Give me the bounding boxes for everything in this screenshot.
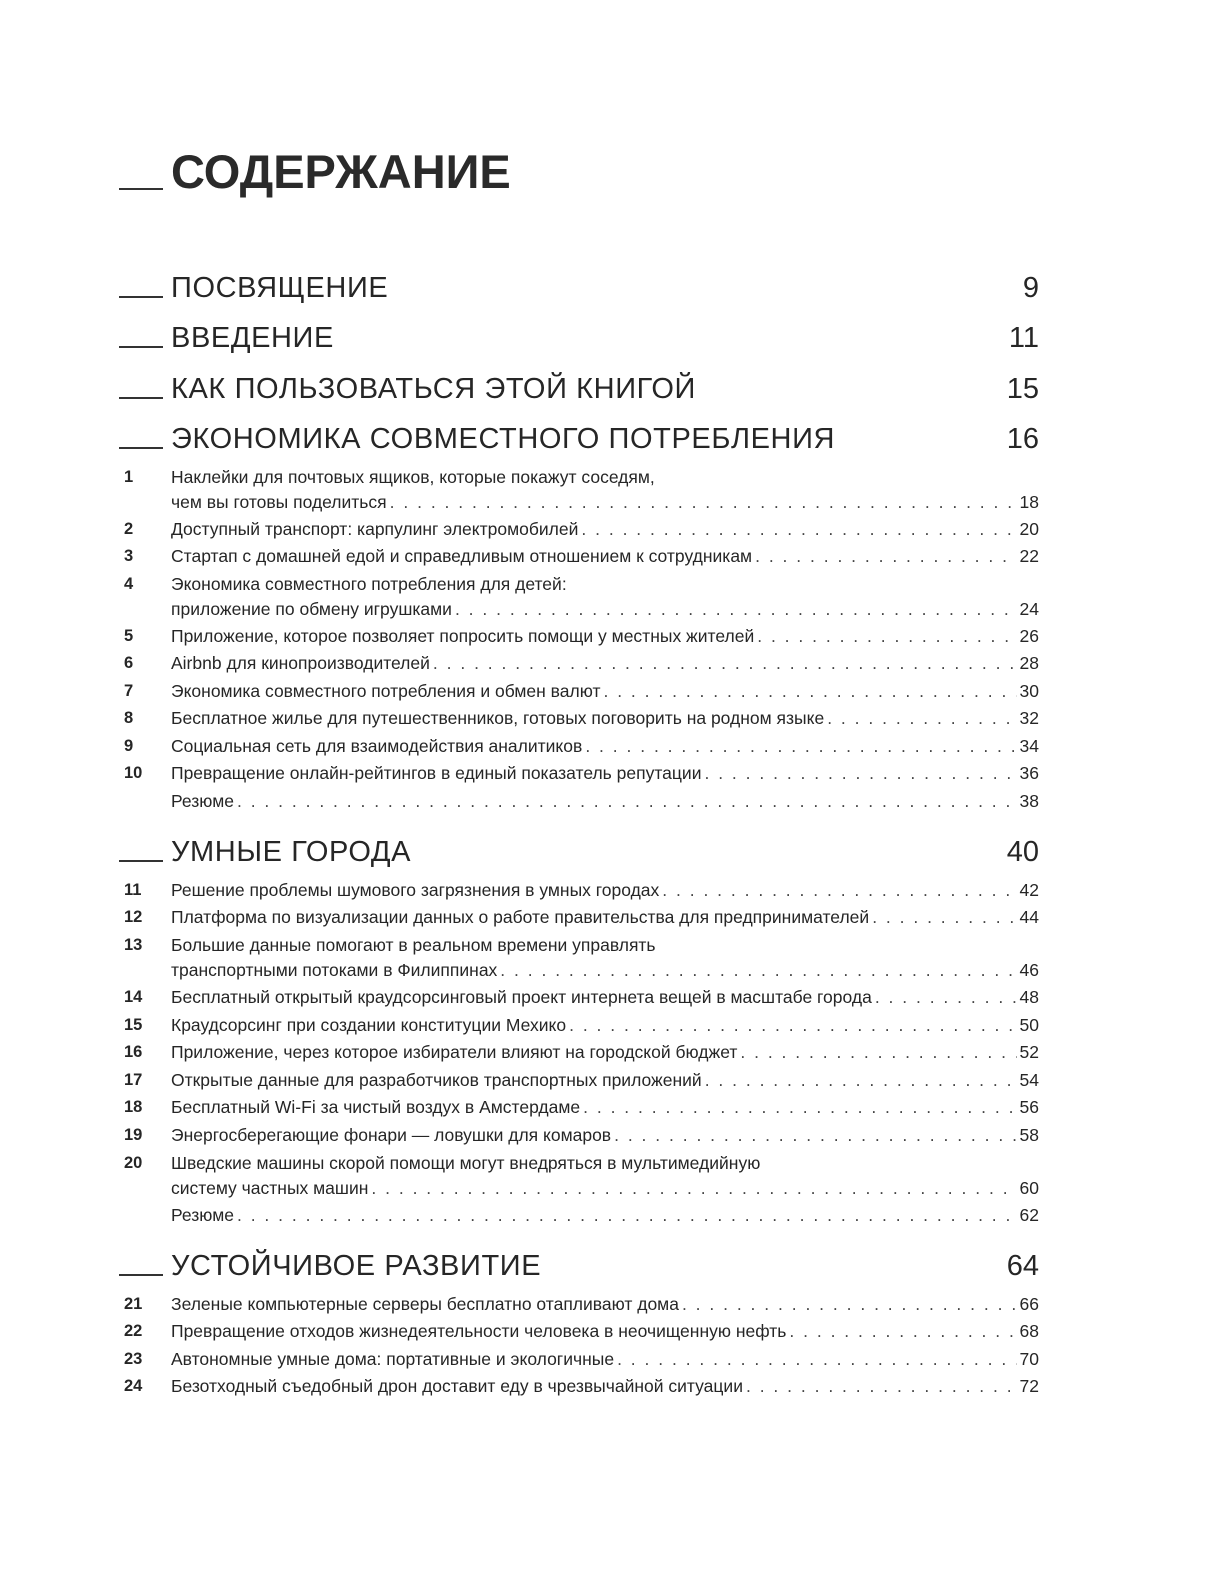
entry-title: Стартап с домашней едой и справедливым отношением к сотрудникам	[171, 546, 753, 566]
entry-title: Автономные умные дома: портативные и экологичные	[171, 1349, 615, 1369]
entry-number: 16	[124, 1043, 143, 1061]
entry-title-line1: Шведские машины скорой помощи могут внедряться в мультимедийную	[171, 1153, 761, 1173]
entry-number: 4	[124, 575, 134, 593]
toc-entry[interactable]	[119, 761, 1039, 786]
entry-title: Airbnb для кинопроизводителей	[171, 653, 430, 673]
entry-page: 70	[1019, 1349, 1039, 1369]
dot-leader	[704, 761, 1016, 786]
toc-entry[interactable]	[119, 517, 1039, 542]
entry-page: 18	[1019, 492, 1039, 512]
entry-page: 66	[1019, 1294, 1039, 1314]
heading-title: КАК ПОЛЬЗОВАТЬСЯ ЭТОЙ КНИГОЙ	[171, 373, 696, 405]
heading-dash	[119, 1274, 163, 1276]
heading-dash	[119, 346, 163, 348]
toc-entry[interactable]	[119, 651, 1039, 676]
entry-page: 24	[1019, 599, 1039, 619]
entry-number: 11	[124, 881, 142, 899]
dot-leader	[827, 706, 1016, 731]
section-page: 16	[1006, 423, 1039, 455]
entry-number: 22	[124, 1322, 143, 1340]
dot-leader	[757, 624, 1016, 649]
entry-page: 48	[1019, 987, 1039, 1007]
entry-number: 20	[124, 1154, 143, 1172]
entry-title: Платформа по визуализации данных о работе правительства для предпринимателей	[171, 907, 870, 927]
entry-number: 7	[124, 682, 134, 700]
entry-title-line1: Экономика совместного потребления для детей:	[171, 574, 567, 594]
toc-section-sustainable-development[interactable]	[119, 1248, 1039, 1288]
toc-entry[interactable]	[119, 1123, 1039, 1148]
entry-page: 36	[1019, 763, 1039, 783]
heading-title: ПОСВЯЩЕНИЕ	[171, 272, 389, 304]
entry-number: 12	[124, 908, 143, 926]
entry-page: 42	[1019, 880, 1039, 900]
entry-number: 13	[124, 936, 143, 954]
toc-entry[interactable]	[119, 1374, 1039, 1399]
dot-leader	[746, 1374, 1017, 1399]
dot-leader	[603, 679, 1016, 704]
section-title: ЭКОНОМИКА СОВМЕСТНОГО ПОТРЕБЛЕНИЯ	[171, 423, 836, 455]
toc-entry-summary[interactable]	[119, 789, 1039, 814]
dot-leader	[875, 985, 1017, 1010]
entry-title: Энергосберегающие фонари — ловушки для комаров	[171, 1125, 612, 1145]
entry-number: 3	[124, 547, 134, 565]
toc-entry[interactable]	[119, 1319, 1039, 1344]
section-title: УМНЫЕ ГОРОДА	[171, 836, 412, 868]
entry-number: 15	[124, 1016, 143, 1034]
entry-title: Краудсорсинг при создании конституции Мехико	[171, 1015, 567, 1035]
entry-number: 10	[124, 764, 143, 782]
entry-page: 46	[1019, 960, 1039, 980]
toc-title-row	[119, 144, 1039, 204]
dot-leader	[581, 517, 1016, 542]
dot-leader	[740, 1040, 1016, 1065]
section-page: 64	[1006, 1250, 1039, 1282]
toc-entry[interactable]	[119, 572, 1039, 622]
toc-entry[interactable]	[119, 465, 1039, 515]
heading-dash	[119, 397, 163, 399]
toc-entry[interactable]	[119, 544, 1039, 569]
entry-title: систему частных машин	[171, 1178, 369, 1198]
toc-heading-dedication[interactable]	[119, 270, 1039, 310]
page-title: СОДЕРЖАНИЕ	[171, 145, 511, 198]
entry-title: Приложение, через которое избиратели влияют на городской бюджет	[171, 1042, 738, 1062]
entry-page: 68	[1019, 1321, 1039, 1341]
entry-number: 5	[124, 627, 134, 645]
dot-leader	[662, 878, 1016, 903]
entry-number: 8	[124, 709, 134, 727]
entry-title: Зеленые компьютерные серверы бесплатно отапливают дома	[171, 1294, 679, 1314]
entry-title: Открытые данные для разработчиков транспортных приложений	[171, 1070, 702, 1090]
toc-entry[interactable]	[119, 706, 1039, 731]
dot-leader	[433, 651, 1017, 676]
toc-entry[interactable]	[119, 734, 1039, 759]
dot-leader	[705, 1068, 1017, 1093]
heading-page: 9	[1022, 272, 1039, 304]
entry-title: приложение по обмену игрушками	[171, 599, 452, 619]
toc-entry[interactable]	[119, 1095, 1039, 1120]
toc-entry[interactable]	[119, 1151, 1039, 1201]
toc-heading-how-to-use[interactable]	[119, 371, 1039, 411]
toc-entry[interactable]	[119, 878, 1039, 903]
heading-title: ВВЕДЕНИЕ	[171, 322, 334, 354]
toc-entry[interactable]	[119, 1040, 1039, 1065]
entry-page: 22	[1019, 546, 1039, 566]
toc-entry[interactable]	[119, 1013, 1039, 1038]
entry-title: чем вы готовы поделиться	[171, 492, 387, 512]
entry-page: 56	[1019, 1097, 1039, 1117]
dot-leader	[617, 1347, 1016, 1372]
entry-title: транспортными потоками в Филиппинах	[171, 960, 498, 980]
dot-leader	[789, 1319, 1016, 1344]
entry-page: 44	[1019, 907, 1039, 927]
toc-entry[interactable]	[119, 933, 1039, 983]
dot-leader	[585, 734, 1016, 759]
section-page: 40	[1006, 836, 1039, 868]
entry-title-line1: Наклейки для почтовых ящиков, которые покажут соседям,	[171, 467, 655, 487]
dot-leader	[682, 1292, 1017, 1317]
entry-number: 18	[124, 1098, 143, 1116]
entry-title: Бесплатное жилье для путешественников, готовых поговорить на родном языке	[171, 708, 825, 728]
entry-page: 52	[1019, 1042, 1039, 1062]
entry-page: 26	[1019, 626, 1039, 646]
dot-leader	[390, 490, 1017, 515]
dot-leader	[755, 544, 1016, 569]
toc-section-sharing-economy[interactable]	[119, 421, 1039, 461]
dot-leader	[872, 905, 1016, 930]
entry-title: Бесплатный Wi-Fi за чистый воздух в Амстердаме	[171, 1097, 581, 1117]
entry-title: Бесплатный открытый краудсорсинговый проект интернета вещей в масштабе города	[171, 987, 872, 1007]
entry-number: 14	[124, 988, 143, 1006]
heading-page: 11	[1008, 322, 1039, 354]
dot-leader	[569, 1013, 1016, 1038]
heading-dash	[119, 860, 163, 862]
entry-title: Социальная сеть для взаимодействия аналитиков	[171, 736, 583, 756]
toc-entry[interactable]	[119, 1292, 1039, 1317]
entry-page: 62	[1019, 1205, 1039, 1225]
entry-title: Превращение онлайн-рейтингов в единый показатель репутации	[171, 763, 702, 783]
entry-title: Резюме	[171, 1205, 234, 1225]
entry-page: 34	[1019, 736, 1039, 756]
dot-leader	[583, 1095, 1016, 1120]
entry-number: 9	[124, 737, 134, 755]
entry-page: 50	[1019, 1015, 1039, 1035]
heading-dash	[119, 296, 163, 298]
heading-page: 15	[1006, 373, 1039, 405]
entry-title: Решение проблемы шумового загрязнения в умных городах	[171, 880, 660, 900]
entry-title-line1: Большие данные помогают в реальном времени управлять	[171, 935, 656, 955]
entry-title: Безотходный съедобный дрон доставит еду в чрезвычайной ситуации	[171, 1376, 743, 1396]
entry-number: 17	[124, 1071, 143, 1089]
dot-leader	[237, 789, 1017, 814]
toc-entry-summary[interactable]	[119, 1203, 1039, 1228]
toc-entry[interactable]	[119, 1347, 1039, 1372]
toc-entry[interactable]	[119, 985, 1039, 1010]
entry-page: 60	[1019, 1178, 1039, 1198]
entry-page: 54	[1019, 1070, 1039, 1090]
entry-page: 72	[1019, 1376, 1039, 1396]
entry-number: 23	[124, 1350, 143, 1368]
entry-title: Превращение отходов жизнедеятельности человека в неочищенную нефть	[171, 1321, 787, 1341]
entry-title: Приложение, которое позволяет попросить помощи у местных жителей	[171, 626, 755, 646]
entry-page: 38	[1019, 791, 1039, 811]
toc-heading-introduction[interactable]	[119, 320, 1039, 360]
dot-leader	[237, 1203, 1017, 1228]
entry-page: 20	[1019, 519, 1039, 539]
entry-number: 19	[124, 1126, 143, 1144]
entry-title: Экономика совместного потребления и обмен валют	[171, 681, 601, 701]
entry-page: 28	[1019, 653, 1039, 673]
entry-page: 30	[1019, 681, 1039, 701]
toc-section-smart-cities[interactable]	[119, 834, 1039, 874]
dot-leader	[614, 1123, 1016, 1148]
entry-number: 2	[124, 520, 134, 538]
entry-page: 58	[1019, 1125, 1039, 1145]
entry-title: Доступный транспорт: карпулинг электромобилей	[171, 519, 579, 539]
entry-number: 6	[124, 654, 134, 672]
toc-entry[interactable]	[119, 1068, 1039, 1093]
dot-leader	[371, 1176, 1016, 1201]
title-dash	[119, 188, 163, 190]
toc-entry[interactable]	[119, 905, 1039, 930]
dot-leader	[455, 597, 1017, 622]
toc-entry[interactable]	[119, 679, 1039, 704]
entry-number: 24	[124, 1377, 143, 1395]
entry-number: 21	[124, 1295, 143, 1313]
dot-leader	[500, 958, 1016, 983]
entry-page: 32	[1019, 708, 1039, 728]
section-title: УСТОЙЧИВОЕ РАЗВИТИЕ	[171, 1250, 542, 1282]
toc-entry[interactable]	[119, 624, 1039, 649]
heading-dash	[119, 447, 163, 449]
entry-number: 1	[124, 468, 134, 486]
entry-title: Резюме	[171, 791, 234, 811]
